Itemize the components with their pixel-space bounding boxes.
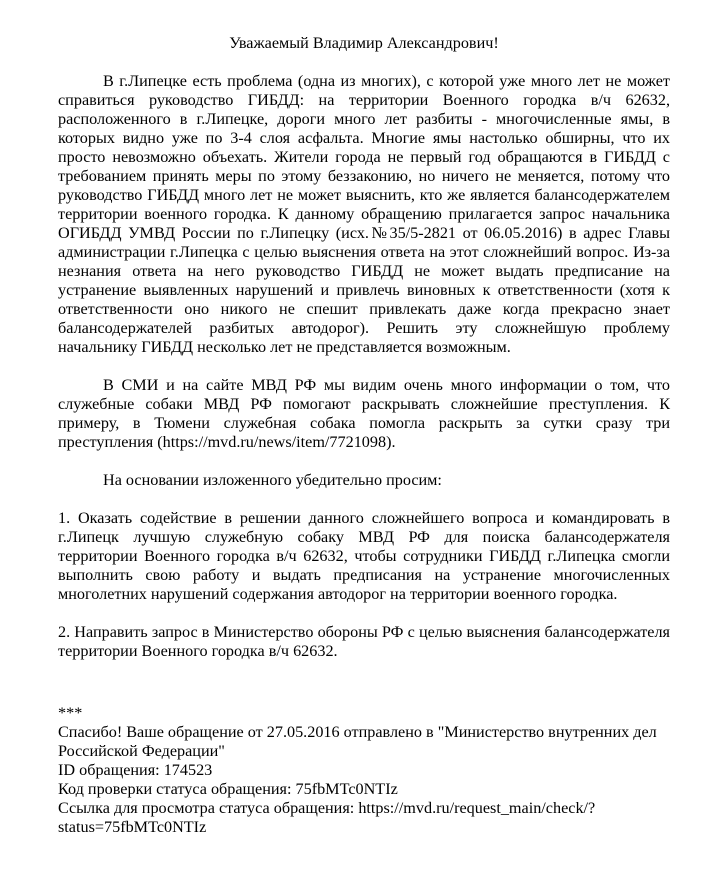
letter-request-item-2: 2. Направить запрос в Министерство обороны РФ с целью выяснения балансодержателя территории Военного городка в/ч 62632. [58, 623, 670, 660]
submission-footer [58, 704, 670, 837]
letter-request-item-1: 1. Оказать содействие в решении данного сложнейшего вопроса и командировать в г.Липецк лучшую служебную собаку МВД РФ для поиска балансодержателя территории Военного городка в/ч 62632, чтобы сотрудники ГИБДД г.Липецка смогли выполнить свою работу и выдать предписания на устранение многочисленных многолетних нарушений содержания автодорог на территории военного городка. [58, 509, 670, 603]
confirmation-text-line-1: Спасибо! Ваше обращение от 27.05.2016 отправлено в "Министерство внутренних дел [58, 723, 657, 741]
confirmation-text-line-2: Российской Федерации" [58, 742, 225, 760]
status-check-code: Код проверки статуса обращения: 75fbMTc0NTIz [58, 780, 398, 798]
letter-paragraph-request-intro: На основании изложенного убедительно просим: [103, 471, 442, 489]
status-link-line-1: Ссылка для просмотра статуса обращения: https://mvd.ru/request_main/check/? [58, 799, 596, 817]
letter-document [58, 34, 670, 837]
letter-paragraph-service-dogs: В СМИ и на сайте МВД РФ мы видим очень много информации о том, что служебные собаки МВД РФ помогают раскрывать сложнейшие преступления. К примеру, в Тюмени служебная собака помогла раскрыть за сутки сразу три преступления (https://mvd.ru/news/item/7721098). [58, 376, 670, 451]
request-id: ID обращения: 174523 [58, 761, 213, 779]
letter-greeting: Уважаемый Владимир Александрович! [229, 34, 499, 52]
footer-separator: *** [58, 704, 83, 722]
status-link-line-2: status=75fbMTc0NTIz [58, 818, 207, 836]
letter-paragraph-problem: В г.Липецке есть проблема (одна из многих), с которой уже много лет не может справиться руководство ГИБДД: на территории Военного городка в/ч 62632, расположенного в г.Липецке, дороги много лет разбиты - многочисленные ямы, в которых видно уже по 3-4 слоя асфальта. Многие ямы настолько обширны, что их просто невозможно объехать. Жители города не первый год обращаются в ГИБДД с требованием принять меры по этому беззаконию, но ничего не меняется, потому что руководство ГИБДД много лет не может выяснить, кто же является балансодержателем территории военного городка. К данному обращению прилагается запрос начальника ОГИБДД УМВД России по г.Липецку (исх.№35/5-2821 от 06.05.2016) в адрес Главы администрации г.Липецка с целью выяснения ответа на этот сложнейший вопрос. Из-за незнания ответа на него руководство ГИБДД не может выдать предписание на устранение выявленных нарушений и привлечь виновных к ответственности (хотя к ответственности оно никого не спешит привлекать даже когда прекрасно знает балансодержателей разбитых автодорог). Решить эту сложнейшую проблему начальнику ГИБДД несколько лет не представляется возможным. [58, 72, 670, 356]
